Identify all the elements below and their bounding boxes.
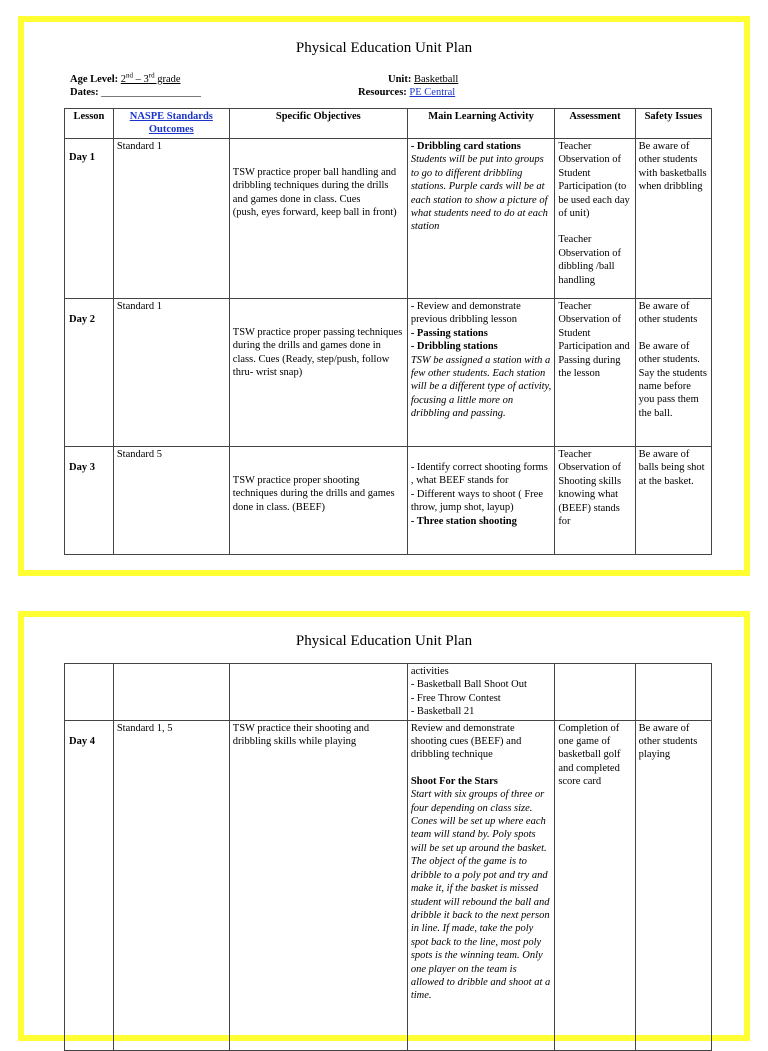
resources-label: Resources: xyxy=(358,87,407,98)
lesson-day-3: Day 3 xyxy=(65,447,114,555)
activity-continued: activities - Basketball Ball Shoot Out - Free Throw Contest - Basketball 21 xyxy=(407,664,555,721)
standard-day-4: Standard 1, 5 xyxy=(113,720,229,1050)
naspe-standards-link[interactable]: NASPE Standards Outcomes xyxy=(129,111,213,136)
activity-day-4: Review and demonstrate shooting cues (BEEF) and dribbling technique Shoot For the Stars Start with six groups of three or four depending on class size. Cones will be set up where each team will stand by. Poly spots will be set up around the basket. The object of the game is to dribble to a poly pot and try and make it, if the basket is missed student will rebound the ball and dribble it back to the next person in line. If made, take the poly spot back to the line, most poly spots is the winning team. Only one player on the team is allowed to dribble and shoot at a time. xyxy=(407,720,555,1050)
safety-day-1: Be aware of other students with basketballs when dribbling xyxy=(635,139,711,299)
dates-value: ___________________ xyxy=(101,87,201,98)
header-assessment: Assessment xyxy=(555,109,635,139)
dates-line xyxy=(70,86,201,99)
objective-day-2: TSW practice proper passing techniques during the drills and games done in class. Cues (Ready, step/push, follow thru- wrist snap) xyxy=(229,299,407,447)
document-page-2 xyxy=(18,611,750,1041)
assessment-day-2: Teacher Observation of Student Participation and Passing during the lesson xyxy=(555,299,635,447)
header-standards xyxy=(113,109,229,139)
unit-value: Basketball xyxy=(413,74,459,85)
page-title: Physical Education Unit Plan xyxy=(295,40,473,56)
table-row-day-4 xyxy=(65,720,712,1050)
assessment-day-4: Completion of one game of basketball golf and completed score card xyxy=(555,720,635,1050)
document-page-1 xyxy=(18,16,750,576)
unit-line xyxy=(388,73,458,86)
header-activity: Main Learning Activity xyxy=(407,109,555,139)
lesson-day-1: Day 1 xyxy=(65,139,114,299)
unit-label: Unit: xyxy=(388,74,412,85)
unit-plan-table-continued xyxy=(64,663,712,1051)
objective-day-4: TSW practice their shooting and dribbling skills while playing xyxy=(229,720,407,1050)
table-row-day-1 xyxy=(65,139,712,299)
objective-day-1: TSW practice proper ball handling and dribbling techniques during the drills and games done in class. Cues (push, eyes forward, keep ball in front) xyxy=(229,139,407,299)
age-level-line xyxy=(70,73,181,86)
activity-day-2: - Review and demonstrate previous dribbling lesson - Passing stations - Dribbling stations TSW be assigned a station with a few other students. Each station will be a different type of activity, focusing a little more on dribbling and passing. xyxy=(407,299,555,447)
table-row-continued xyxy=(65,664,712,721)
assessment-day-3: Teacher Observation of Shooting skills knowing what (BEEF) stands for xyxy=(555,447,635,555)
standard-day-3: Standard 5 xyxy=(113,447,229,555)
resources-link[interactable]: PE Central xyxy=(409,87,456,98)
unit-plan-table xyxy=(64,108,712,555)
lesson-day-4: Day 4 xyxy=(65,720,114,1050)
activity-day-3: - Identify correct shooting forms , what BEEF stands for - Different ways to shoot ( Free throw, jump shot, layup) - Three station shooting xyxy=(407,447,555,555)
lesson-day-2: Day 2 xyxy=(65,299,114,447)
header-lesson: Lesson xyxy=(65,109,114,139)
age-level-value: 2nd – 3rd grade xyxy=(120,71,181,85)
safety-continued xyxy=(635,664,711,721)
standard-continued xyxy=(113,664,229,721)
dates-label: Dates: xyxy=(70,87,99,98)
objective-day-3: TSW practice proper shooting techniques during the drills and games done in class. (BEEF) xyxy=(229,447,407,555)
activity-day-1: - Dribbling card stations Students will be put into groups to go to different dribbling stations. Purple cards will be at each station to show a picture of what students need to do at each station xyxy=(407,139,555,299)
safety-day-2: Be aware of other students Be aware of other students. Say the students name before you pass them the ball. xyxy=(635,299,711,447)
safety-day-4: Be aware of other students playing xyxy=(635,720,711,1050)
header-safety: Safety Issues xyxy=(635,109,711,139)
table-row-day-2 xyxy=(65,299,712,447)
assessment-continued xyxy=(555,664,635,721)
objective-continued xyxy=(229,664,407,721)
page-title-2: Physical Education Unit Plan xyxy=(295,633,473,649)
age-level-label: Age Level: xyxy=(70,74,119,85)
resources-line xyxy=(358,86,455,99)
standard-day-2: Standard 1 xyxy=(113,299,229,447)
safety-day-3: Be aware of balls being shot at the basket. xyxy=(635,447,711,555)
header-objectives: Specific Objectives xyxy=(229,109,407,139)
header-row xyxy=(65,109,712,139)
standard-day-1: Standard 1 xyxy=(113,139,229,299)
table-row-day-3 xyxy=(65,447,712,555)
lesson-continued xyxy=(65,664,114,721)
assessment-day-1: Teacher Observation of Student Participation (to be used each day of unit) Teacher Observation of dibbling /ball handling xyxy=(555,139,635,299)
